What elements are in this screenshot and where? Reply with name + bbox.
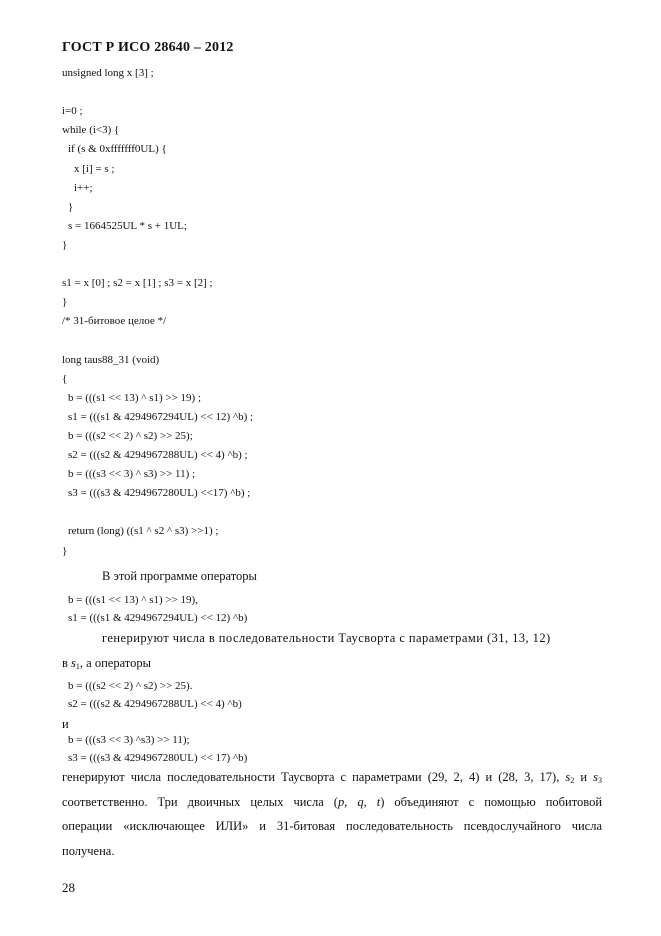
prose-line: и <box>62 717 69 731</box>
variable-name: s <box>593 770 599 784</box>
prose-line: генерируют числа в последовательности Таусворта с параметрами (31, 13, 12) <box>102 631 551 645</box>
variable-subscript: 1 <box>75 662 80 671</box>
variable-name: p <box>337 794 345 809</box>
document-header: ГОСТ Р ИСО 28640 – 2012 <box>62 40 234 55</box>
code-line: s2 = (((s2 & 4294967288UL) << 4) ^b) ; <box>68 449 248 461</box>
variable-name: q <box>357 794 364 809</box>
code-line: s1 = (((s1 & 4294967294UL) << 12) ^b) <box>68 612 248 624</box>
code-line: unsigned long x [3] ; <box>62 67 154 79</box>
code-line: s = 1664525UL * s + 1UL; <box>68 219 187 232</box>
prose-line <box>62 655 151 675</box>
paragraph-text: генерируют числа последовательности Таусворта с параметрами (29, 2, 4) и (28, 3, 17), <box>62 770 560 784</box>
code-line: long taus88_31 (void) <box>62 353 160 366</box>
paragraph-text: соответственно. Три двоичных целых числа ( <box>62 794 338 809</box>
code-line: } <box>62 296 68 309</box>
variable-name: s <box>71 656 76 670</box>
code-line: b = (((s3 << 3) ^ s3) >> 11) ; <box>68 468 196 481</box>
code-line: b = (((s3 << 3) ^s3) >> 11); <box>68 734 190 746</box>
code-line: b = (((s1 << 13) ^ s1) >> 19) ; <box>68 391 202 404</box>
prose-line: В этой программе операторы <box>102 569 257 583</box>
paragraph-line <box>62 769 602 794</box>
variable-subscript: 2 <box>570 776 575 785</box>
code-line: s1 = (((s1 & 4294967294UL) << 12) ^b) ; <box>68 410 254 423</box>
code-line: return (long) ((s1 ^ s2 ^ s3) >>1) ; <box>68 525 219 538</box>
code-line: i++; <box>74 181 93 194</box>
variable-subscript: 3 <box>598 776 603 785</box>
code-line: b = (((s1 << 13) ^ s1) >> 19), <box>68 594 198 606</box>
code-line: /* 31-битовое целое */ <box>62 315 167 328</box>
paragraph-line: получена. <box>62 843 115 858</box>
code-line: s3 = (((s3 & 4294967280UL) << 17) ^b) <box>68 752 248 764</box>
code-line: s1 = x [0] ; s2 = x [1] ; s3 = x [2] ; <box>62 277 213 290</box>
prose-word: в <box>62 656 68 670</box>
code-line: { <box>62 372 68 385</box>
code-line: s3 = (((s3 & 4294967280UL) <<17) ^b) ; <box>68 487 251 500</box>
code-line: x [i] = s ; <box>74 162 115 175</box>
code-line: b = (((s2 << 2) ^ s2) >> 25); <box>68 429 193 442</box>
code-line: i=0 ; <box>62 105 83 118</box>
final-paragraph <box>62 769 602 867</box>
code-line: } <box>68 200 74 213</box>
code-line: } <box>62 238 68 251</box>
paragraph-line: соответственно. Три двоичных целых числа (p, q, t) объединяют с помощью побитовой <box>62 794 603 809</box>
variable-name: s <box>565 770 571 784</box>
code-line: } <box>62 544 68 557</box>
variable-name: t <box>376 794 381 809</box>
code-line: if (s & 0xfffffff0UL) { <box>68 143 167 156</box>
code-line: s2 = (((s2 & 4294967288UL) << 4) ^b) <box>68 698 242 710</box>
page-number: 28 <box>62 880 75 895</box>
paragraph-text: ) объединяют с помощью побитовой <box>380 794 603 809</box>
code-line: while (i<3) { <box>62 124 120 137</box>
paragraph-line: операции «исключающее ИЛИ» и 31-битовая последовательность псевдослучайного числа <box>62 819 602 833</box>
paragraph-text: и <box>580 770 588 784</box>
prose-word: , а операторы <box>79 656 151 670</box>
code-line: b = (((s2 << 2) ^ s2) >> 25). <box>68 680 193 692</box>
